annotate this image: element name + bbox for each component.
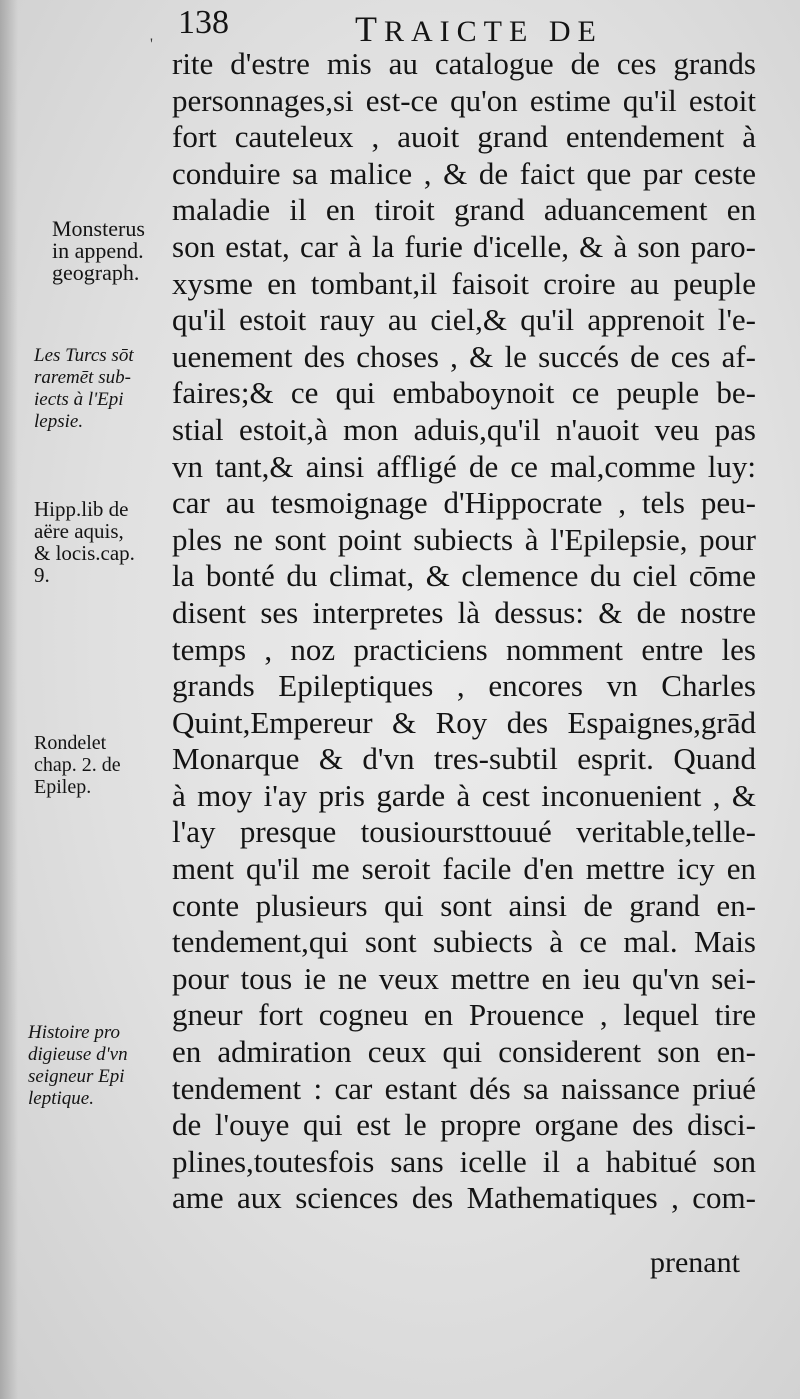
running-title-rest: RAICTE DE — [384, 15, 603, 48]
margin-note-line: Hipp.lib de — [34, 497, 129, 521]
running-title-initial: T — [355, 9, 384, 49]
text-line: plines,toutesfois sans icelle il a habitué son — [172, 1143, 756, 1179]
text-line: personnages,si est-ce qu'on estime qu'il estoit — [172, 82, 756, 118]
text-line: en admiration ceux qui considerent son en- — [172, 1034, 756, 1070]
text-line: Monarque & d'vn tres-subtil esprit. Quand — [172, 741, 756, 777]
margin-note-line: iects à l'Epi — [34, 389, 124, 410]
margin-note-line: chap. 2. de — [34, 754, 121, 776]
text-line: Quint,Empereur & Roy des Espaignes,grād — [172, 704, 756, 740]
text-line: vn tant,& ainsi affligé de ce mal,comme luy: — [172, 448, 756, 484]
margin-note-line: Rondelet — [34, 732, 107, 754]
margin-note-line: Histoire pro — [28, 1022, 121, 1043]
text-line: faires;& ce qui embaboynoit ce peuple be- — [172, 375, 756, 411]
text-line: à moy i'ay pris garde à cest inconuenient , & — [172, 777, 756, 813]
margin-note-line: digieuse d'vn — [28, 1044, 128, 1065]
text-line: stial estoit,à mon aduis,qu'il n'auoit veu pas — [172, 411, 756, 447]
text-line: conduire sa malice , & de faict que par ceste — [172, 155, 756, 191]
margin-note-monsterus — [52, 218, 145, 284]
margin-note-line: leptique. — [28, 1088, 94, 1109]
ink-speck: ' — [150, 36, 153, 53]
margin-note-rondelet — [34, 732, 121, 798]
margin-note-line: 9. — [34, 563, 50, 587]
text-line: xysme en tombant,il faisoit croire au peuple — [172, 265, 756, 301]
running-head — [150, 4, 770, 49]
page-number: 138 — [178, 4, 229, 41]
text-line: fort cauteleux , auoit grand entendement à — [172, 119, 756, 155]
text-line: conte plusieurs qui sont ainsi de grand en- — [172, 887, 756, 923]
margin-note-line: in append. — [52, 238, 144, 263]
text-line: l'ay presque tousioursttouué veritable,telle- — [172, 814, 756, 850]
text-line: tendement : car estant dés sa naissance priué — [172, 1070, 756, 1106]
text-line: car au tesmoignage d'Hippocrate , tels peu- — [172, 485, 756, 521]
body-text — [172, 46, 756, 1217]
margin-note-hippocrates — [34, 498, 135, 586]
margin-note-line: lepsie. — [34, 411, 84, 432]
margin-note-line: geograph. — [52, 260, 140, 285]
text-line: grands Epileptiques , encores vn Charles — [172, 668, 756, 704]
text-line: rite d'estre mis au catalogue de ces grands — [172, 46, 756, 81]
text-line: disent ses interpretes là dessus: & de nostre — [172, 594, 756, 630]
margin-note-line: Epilep. — [34, 776, 92, 798]
catchword: prenant — [650, 1246, 740, 1279]
margin-note-line: seigneur Epi — [28, 1066, 125, 1087]
running-title — [355, 8, 603, 50]
text-line: temps , noz practiciens nomment entre les — [172, 631, 756, 667]
margin-note-line: & locis.cap. — [34, 541, 135, 565]
text-line: ment qu'il me seroit facile d'en mettre icy en — [172, 851, 756, 887]
margin-note-line: aëre aquis, — [34, 519, 124, 543]
text-line: qu'il estoit rauy au ciel,& qu'il apprenoit l'e- — [172, 302, 756, 338]
margin-note-line: Les Turcs sōt — [34, 345, 134, 366]
text-line: maladie il en tiroit grand aduancement en — [172, 192, 756, 228]
text-line: la bonté du climat, & clemence du ciel cōme — [172, 558, 756, 594]
text-line: uenement des choses , & le succés de ces af- — [172, 338, 756, 374]
margin-note-line: raremēt sub- — [34, 367, 131, 388]
margin-note-turcs — [34, 345, 134, 433]
text-line: tendement,qui sont subiects à ce mal. Mais — [172, 924, 756, 960]
text-line: gneur fort cogneu en Prouence , lequel tire — [172, 997, 756, 1033]
text-line: ples ne sont point subiects à l'Epilepsie, pour — [172, 521, 756, 557]
text-line: pour tous ie ne veux mettre en ieu qu'vn sei- — [172, 960, 756, 996]
text-line: son estat, car à la furie d'icelle, & à son paro- — [172, 228, 756, 264]
margin-note-line: Monsterus — [52, 216, 145, 241]
text-line: de l'ouye qui est le propre organe des disci- — [172, 1107, 756, 1143]
text-line: ame aux sciences des Mathematiques , com- — [172, 1180, 756, 1216]
margin-note-histoire — [28, 1022, 128, 1110]
